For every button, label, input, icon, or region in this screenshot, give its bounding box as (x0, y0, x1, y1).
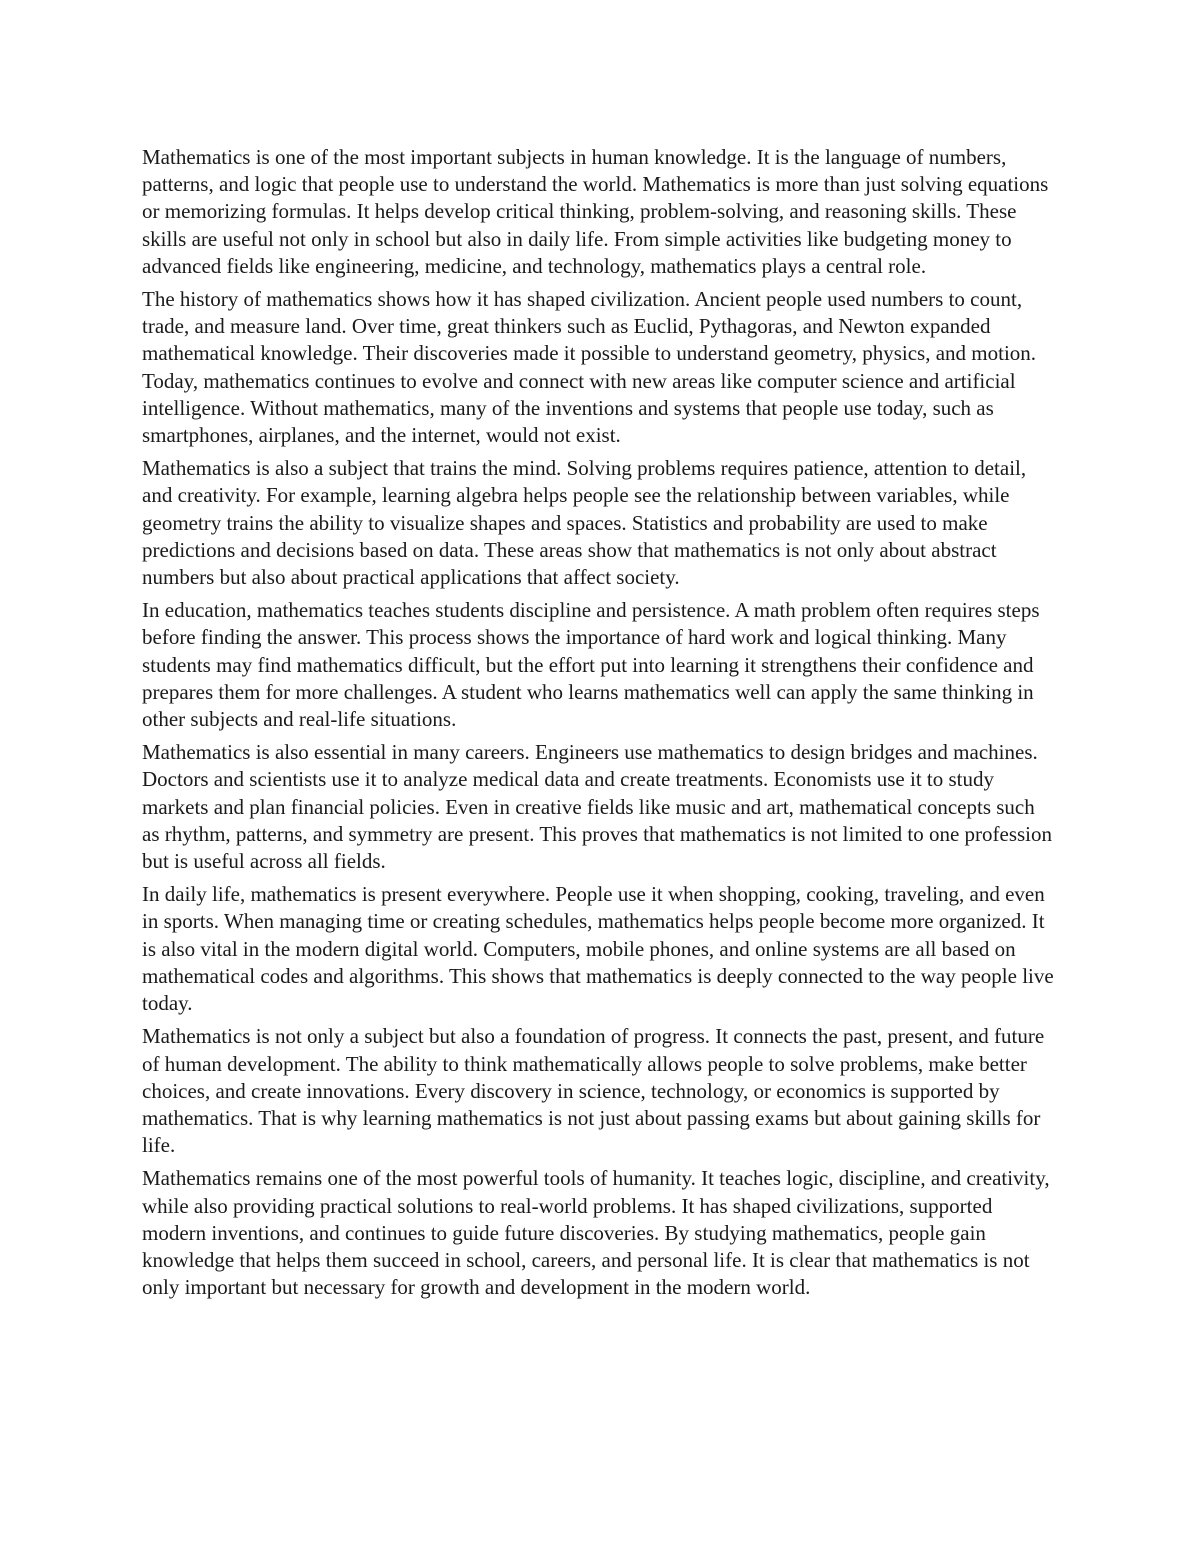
paragraph-8: Mathematics remains one of the most powerful tools of humanity. It teaches logic, discipline, and creativity, while also providing practical solutions to real-world problems. It has shaped civilizations, supported modern inventions, and continues to guide future discoveries. By studying mathematics, people gain knowledge that helps them succeed in school, careers, and personal life. It is clear that mathematics is not only important but necessary for growth and development in the modern world. (142, 1166, 1050, 1300)
paragraph-3: Mathematics is also a subject that trains the mind. Solving problems requires patience, attention to detail, and creativity. For example, learning algebra helps people see the relationship between variables, while geometry trains the ability to visualize shapes and spaces. Statistics and probability are used to make predictions and decisions based on data. These areas show that mathematics is not only about abstract numbers but also about practical applications that affect society. (142, 456, 1027, 590)
paragraph-4: In education, mathematics teaches students discipline and persistence. A math problem often requires steps before finding the answer. This process shows the importance of hard work and logical thinking. Many students may find mathematics difficult, but the effort put into learning it strengthens their confidence and prepares them for more challenges. A student who learns mathematics well can apply the same thinking in other subjects and real-life situations. (142, 598, 1040, 732)
paragraph-5: Mathematics is also essential in many careers. Engineers use mathematics to design bridges and machines. Doctors and scientists use it to analyze medical data and create treatments. Economists use it to study markets and plan financial policies. Even in creative fields like music and art, mathematical concepts such as rhythm, patterns, and symmetry are present. This proves that mathematics is not limited to one profession but is useful across all fields. (142, 740, 1053, 874)
paragraph-6: In daily life, mathematics is present everywhere. People use it when shopping, cooking, traveling, and even in sports. When managing time or creating schedules, mathematics helps people become more organized. It is also vital in the modern digital world. Computers, mobile phones, and online systems are all based on mathematical codes and algorithms. This shows that mathematics is deeply connected to the way people live today. (142, 882, 1054, 1016)
document-body (142, 144, 1054, 1307)
paragraph-1: Mathematics is one of the most important subjects in human knowledge. It is the language of numbers, patterns, and logic that people use to understand the world. Mathematics is more than just solving equations or memorizing formulas. It helps develop critical thinking, problem-solving, and reasoning skills. These skills are useful not only in school but also in daily life. From simple activities like budgeting money to advanced fields like engineering, medicine, and technology, mathematics plays a central role. (142, 145, 1049, 278)
paragraph-2: The history of mathematics shows how it has shaped civilization. Ancient people used numbers to count, trade, and measure land. Over time, great thinkers such as Euclid, Pythagoras, and Newton expanded mathematical knowledge. Their discoveries made it possible to understand geometry, physics, and motion. Today, mathematics continues to evolve and connect with new areas like computer science and artificial intelligence. Without mathematics, many of the inventions and systems that people use today, such as smartphones, airplanes, and the internet, would not exist. (142, 287, 1037, 448)
paragraph-7: Mathematics is not only a subject but also a foundation of progress. It connects the past, present, and future of human development. The ability to think mathematically allows people to solve problems, make better choices, and create innovations. Every discovery in science, technology, or economics is supported by mathematics. That is why learning mathematics is not just about passing exams but about gaining skills for life. (142, 1024, 1045, 1158)
